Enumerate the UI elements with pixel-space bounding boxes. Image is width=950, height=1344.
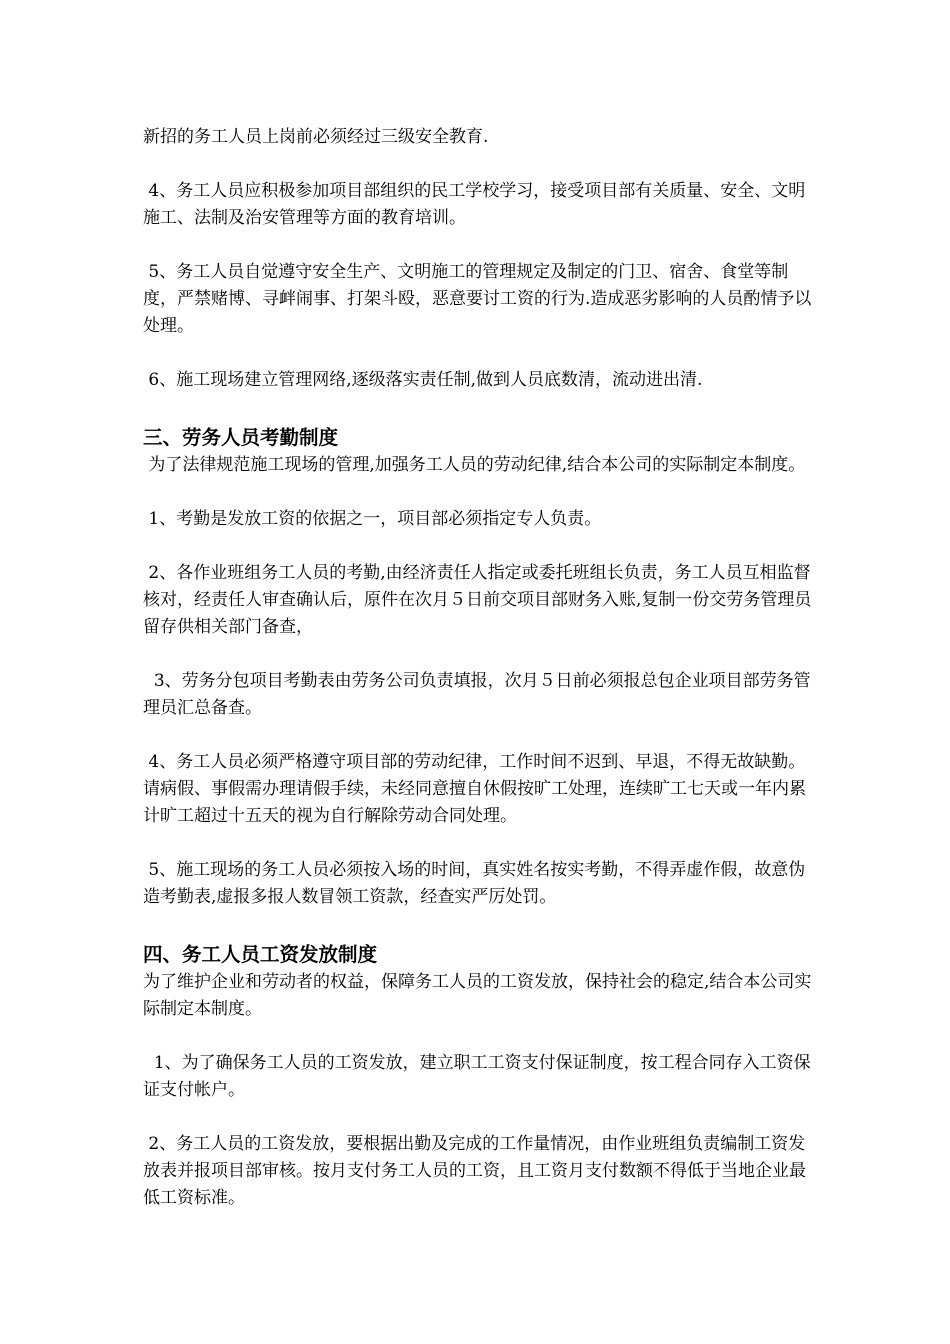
paragraph-safety-education: 新招的务工人员上岗前必须经过三级安全教育. xyxy=(143,127,489,147)
paragraph-wages-item-2: 2、务工人员的工资发放，要根据出勤及完成的工作量情况，由作业班组负责编制工资发放表并报项目部审核。按月支付务工人员的工资，且工资月支付数额不得低于当地企业最低工资标准。 xyxy=(143,1134,806,1208)
paragraph-attendance-item-2: 2、各作业班组务工人员的考勤,由经济责任人指定或委托班组长负责，务工人员互相监督核对，经责任人审查确认后，原件在次月５日前交项目部财务入账,复制一份交劳务管理员留存供相关部门备查， xyxy=(143,563,812,637)
paragraph-item-4-training: 4、务工人员应积极参加项目部组织的民工学校学习，接受项目部有关质量、安全、文明施工、法制及治安管理等方面的教育培训。 xyxy=(143,181,806,228)
paragraph-attendance-item-4: 4、务工人员必须严格遵守项目部的劳动纪律，工作时间不迟到、早退，不得无故缺勤。请病假、事假需办理请假手续，未经同意擅自休假按旷工处理，连续旷工七天或一年内累计旷工超过十五天的视为自行解除劳动合同处理。 xyxy=(143,752,806,826)
paragraph-item-5-rules: 5、务工人员自觉遵守安全生产、文明施工的管理规定及制定的门卫、宿舍、食堂等制度，严禁赌博、寻衅闹事、打架斗殴，恶意要讨工资的行为.造成恶劣影响的人员酌情予以处理。 xyxy=(143,262,812,336)
paragraph-attendance-intro: 为了法律规范施工现场的管理,加强务工人员的劳动纪律,结合本公司的实际制定本制度。 xyxy=(143,455,806,475)
section-heading-attendance: 三、劳务人员考勤制度 xyxy=(143,426,339,449)
paragraph-wages-intro: 为了维护企业和劳动者的权益，保障务工人员的工资发放，保持社会的稳定,结合本公司实际制定本制度。 xyxy=(143,972,812,1019)
section-heading-wages: 四、务工人员工资发放制度 xyxy=(143,943,378,966)
document-page xyxy=(143,124,813,1239)
paragraph-attendance-item-5: 5、施工现场的务工人员必须按入场的时间，真实姓名按实考勤，不得弄虚作假，故意伪造考勤表,虚报多报人数冒领工资款，经查实严厉处罚。 xyxy=(143,860,806,907)
paragraph-wages-item-1: 1、为了确保务工人员的工资发放，建立职工工资支付保证制度，按工程合同存入工资保证支付帐户。 xyxy=(143,1053,811,1100)
paragraph-item-6-network: 6、施工现场建立管理网络,逐级落实责任制,做到人员底数清，流动进出清. xyxy=(143,370,703,390)
paragraph-attendance-item-3: 3、劳务分包项目考勤表由劳务公司负责填报，次月５日前必须报总包企业项目部劳务管理员汇总备查。 xyxy=(143,671,811,718)
paragraph-attendance-item-1: 1、考勤是发放工资的依据之一，项目部必须指定专人负责。 xyxy=(143,509,602,529)
